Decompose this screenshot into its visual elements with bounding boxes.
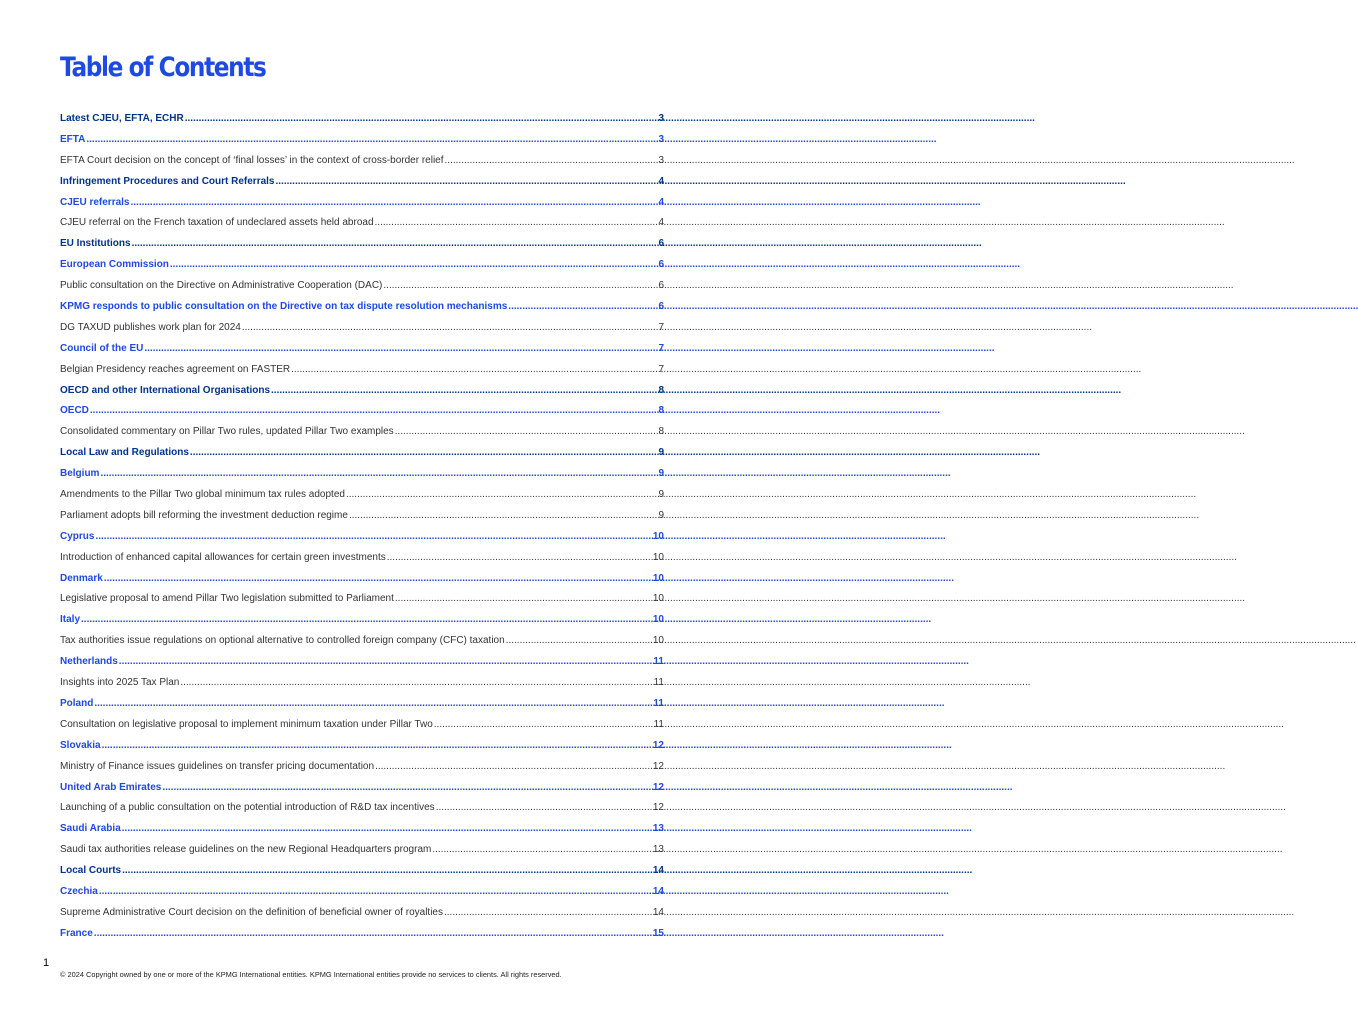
toc-entry-title: Parliament adopts bill reforming the investment deduction regime	[60, 509, 348, 521]
page-number: 1	[43, 957, 50, 969]
toc-entry-title: Launching of a public consultation on the potential introduction of R&D tax incentives	[60, 802, 435, 814]
toc-page-number: 8	[658, 405, 664, 417]
toc-entry-title: KPMG responds to public consultation on the Directive on tax dispute resolution mechanisms	[60, 301, 508, 313]
toc-page-number: 12	[652, 802, 664, 814]
toc-entry-title: Infringement Procedures and Court Referrals	[60, 175, 275, 187]
toc-entry[interactable]	[60, 551, 664, 572]
toc-page-number: 12	[652, 781, 664, 793]
toc-entry-title: CJEU referrals	[60, 196, 130, 208]
toc-leader	[445, 154, 658, 168]
toc-entry[interactable]	[60, 655, 664, 676]
toc-entry-title: Cyprus	[60, 530, 95, 542]
toc-entry[interactable]	[60, 216, 664, 237]
toc-entry[interactable]	[60, 237, 664, 258]
toc-page-number: 10	[652, 572, 664, 584]
toc-entry[interactable]	[60, 133, 664, 154]
toc-entry[interactable]	[60, 404, 664, 425]
toc-page-number: 8	[658, 384, 664, 396]
toc-entry[interactable]	[60, 509, 664, 530]
toc-leader	[387, 551, 652, 565]
toc-page-number: 11	[653, 697, 664, 709]
toc-leader	[94, 927, 652, 941]
toc-entry-title: DG TAXUD publishes work plan for 2024	[60, 321, 241, 333]
toc-entry-title: OECD and other International Organisations	[60, 384, 271, 396]
toc-entry[interactable]	[60, 446, 664, 467]
toc-page-number: 13	[652, 844, 664, 856]
toc-entry-title: Public consultation on the Directive on Administrative Cooperation (DAC)	[60, 280, 383, 292]
toc-entry[interactable]	[60, 634, 664, 655]
toc-entry[interactable]	[60, 801, 664, 822]
toc-entry[interactable]	[60, 279, 664, 300]
toc-entry[interactable]	[60, 154, 664, 175]
toc-page-number: 14	[652, 906, 664, 918]
toc-entry[interactable]	[60, 697, 664, 718]
toc-page-number: 6	[658, 301, 664, 313]
toc-entry[interactable]	[60, 760, 664, 781]
toc-leader	[102, 739, 652, 753]
toc-entry[interactable]	[60, 592, 664, 613]
toc-leader	[99, 885, 652, 899]
toc-entry[interactable]	[60, 676, 664, 697]
toc-entry[interactable]	[60, 488, 664, 509]
toc-leader	[506, 634, 652, 648]
toc-entry[interactable]	[60, 258, 664, 279]
toc-entry-title: Saudi Arabia	[60, 823, 121, 835]
toc-entry-title: Consolidated commentary on Pillar Two rules, updated Pillar Two examples	[60, 426, 394, 438]
toc-leader	[185, 112, 658, 126]
toc-entry-title: Netherlands	[60, 656, 118, 668]
toc-leader	[395, 592, 652, 606]
toc-entry-title: Supreme Administrative Court decision on the definition of beneficial owner of royalties	[60, 906, 443, 918]
toc-leader	[104, 572, 652, 586]
toc-page-number: 6	[658, 238, 664, 250]
toc-leader	[81, 613, 652, 627]
toc-entry[interactable]	[60, 384, 664, 405]
toc-entry[interactable]	[60, 363, 664, 384]
toc-page-number: 15	[652, 927, 664, 939]
toc-page-number: 11	[653, 677, 664, 689]
toc-leader	[122, 822, 652, 836]
toc-entry-title: Latest CJEU, EFTA, ECHR	[60, 113, 184, 124]
toc-leader	[242, 321, 658, 335]
toc-entry[interactable]	[60, 885, 664, 906]
toc-entry[interactable]	[60, 425, 664, 446]
toc-entry-title: Ministry of Finance issues guidelines on transfer pricing documentation	[60, 760, 375, 772]
toc-entry-title: Denmark	[60, 572, 103, 584]
toc-entry[interactable]	[60, 781, 664, 802]
toc-leader	[190, 446, 658, 460]
toc-leader	[144, 342, 657, 356]
toc-entry[interactable]	[60, 572, 664, 593]
toc-leader	[508, 300, 657, 314]
toc-page-number: 4	[658, 196, 664, 208]
toc-page-number: 10	[652, 593, 664, 605]
toc-page-number: 4	[658, 175, 664, 187]
toc-entry-title: Czechia	[60, 885, 98, 897]
toc-leader	[432, 843, 652, 857]
toc-page-number: 7	[658, 342, 664, 354]
toc-page-number: 9	[658, 468, 664, 480]
toc-entry-title: CJEU referral on the French taxation of undeclared assets held abroad	[60, 217, 374, 229]
toc-page-number: 12	[652, 760, 664, 772]
toc-leader	[170, 258, 658, 272]
toc-entry[interactable]	[60, 822, 664, 843]
toc-page-number: 14	[652, 865, 664, 877]
toc-entry-title: Introduction of enhanced capital allowances for certain green investments	[60, 551, 386, 563]
toc-leader	[271, 384, 657, 398]
toc-leader	[436, 801, 652, 815]
toc-leader	[162, 781, 652, 795]
toc-entry[interactable]	[60, 342, 664, 363]
toc-entry-title: Council of the EU	[60, 342, 144, 354]
toc-entry-title: EFTA Court decision on the concept of ‘final losses’ in the context of cross-border relief	[60, 154, 444, 166]
toc-entry-title: European Commission	[60, 259, 169, 271]
toc-page-number: 4	[658, 217, 664, 229]
toc-entry-title: France	[60, 927, 93, 939]
copyright-footer: © 2024 Copyright owned by one or more of the KPMG International entities. KPMG International entities provide no services to clients. All rights reserved.	[60, 970, 562, 979]
toc-entry[interactable]	[60, 718, 664, 739]
toc-leader	[346, 488, 657, 502]
toc-leader	[375, 760, 652, 774]
toc-page-number: 11	[653, 718, 664, 730]
toc-leader	[90, 404, 658, 418]
toc-leader	[375, 216, 658, 230]
toc-entry[interactable]	[60, 530, 664, 551]
toc-entry[interactable]	[60, 196, 664, 217]
toc-page-number: 12	[652, 739, 664, 751]
toc-page-number: 3	[658, 154, 664, 166]
toc-page-number: 7	[658, 321, 664, 333]
toc-entry-title: Insights into 2025 Tax Plan	[60, 677, 180, 689]
toc-entry[interactable]	[60, 321, 664, 342]
table-of-contents	[60, 112, 664, 948]
toc-entry-title: Belgium	[60, 468, 100, 480]
toc-entry-title: Consultation on legislative proposal to implement minimum taxation under Pillar Two	[60, 718, 433, 730]
toc-leader	[349, 509, 658, 523]
toc-leader	[100, 467, 657, 481]
toc-page-number: 8	[658, 426, 664, 438]
page-title: Table of Contents	[60, 52, 266, 83]
toc-page-number: 13	[652, 823, 664, 835]
toc-page-number: 10	[652, 614, 664, 626]
toc-entry[interactable]	[60, 739, 664, 760]
toc-leader	[95, 530, 651, 544]
toc-entry[interactable]	[60, 467, 664, 488]
toc-leader	[119, 655, 653, 669]
toc-entry-title: Italy	[60, 614, 81, 626]
toc-leader	[180, 676, 652, 690]
toc-page-number: 14	[652, 885, 664, 897]
toc-entry-title: Tax authorities issue regulations on optional alternative to controlled foreign company (CFC) taxation	[60, 635, 505, 647]
toc-leader	[122, 864, 652, 878]
toc-leader	[276, 175, 658, 189]
toc-entry-title: Local Courts	[60, 865, 122, 877]
toc-page-number: 10	[652, 530, 664, 542]
toc-entry-title: EFTA	[60, 133, 86, 145]
toc-leader	[383, 279, 657, 293]
toc-entry-title: Amendments to the Pillar Two global minimum tax rules adopted	[60, 489, 345, 501]
toc-page-number: 9	[658, 489, 664, 501]
toc-entry[interactable]	[60, 906, 664, 927]
toc-entry[interactable]	[60, 613, 664, 634]
toc-entry[interactable]	[60, 864, 664, 885]
toc-leader	[291, 363, 657, 377]
toc-entry[interactable]	[60, 843, 664, 864]
toc-entry-title: Local Law and Regulations	[60, 447, 189, 459]
toc-page-number: 3	[658, 133, 664, 145]
toc-page-number: 11	[653, 656, 664, 668]
toc-entry-title: EU Institutions	[60, 238, 131, 250]
toc-leader	[86, 133, 657, 147]
toc-leader	[130, 196, 657, 210]
toc-entry[interactable]	[60, 175, 664, 196]
toc-entry[interactable]	[60, 112, 664, 133]
toc-page-number: 10	[652, 635, 664, 647]
toc-page-number: 6	[658, 259, 664, 271]
toc-page-number: 7	[658, 363, 664, 375]
toc-page-number: 9	[658, 509, 664, 521]
toc-leader	[132, 237, 658, 251]
toc-entry-title: Belgian Presidency reaches agreement on FASTER	[60, 363, 291, 375]
toc-leader	[395, 425, 658, 439]
toc-leader	[434, 718, 653, 732]
toc-page-number: 6	[658, 280, 664, 292]
toc-entry-title: United Arab Emirates	[60, 781, 162, 793]
toc-entry[interactable]	[60, 927, 664, 948]
toc-entry-title: Legislative proposal to amend Pillar Two legislation submitted to Parliament	[60, 593, 394, 605]
toc-page-number: 10	[652, 551, 664, 563]
toc-entry[interactable]	[60, 300, 664, 321]
toc-leader	[444, 906, 652, 920]
toc-leader	[94, 697, 652, 711]
toc-entry-title: OECD	[60, 405, 89, 417]
toc-entry-title: Slovakia	[60, 739, 101, 751]
toc-entry-title: Saudi tax authorities release guidelines on the new Regional Headquarters program	[60, 844, 432, 856]
toc-entry-title: Poland	[60, 697, 94, 709]
toc-page-number: 3	[658, 113, 664, 124]
toc-page-number: 9	[658, 447, 664, 459]
